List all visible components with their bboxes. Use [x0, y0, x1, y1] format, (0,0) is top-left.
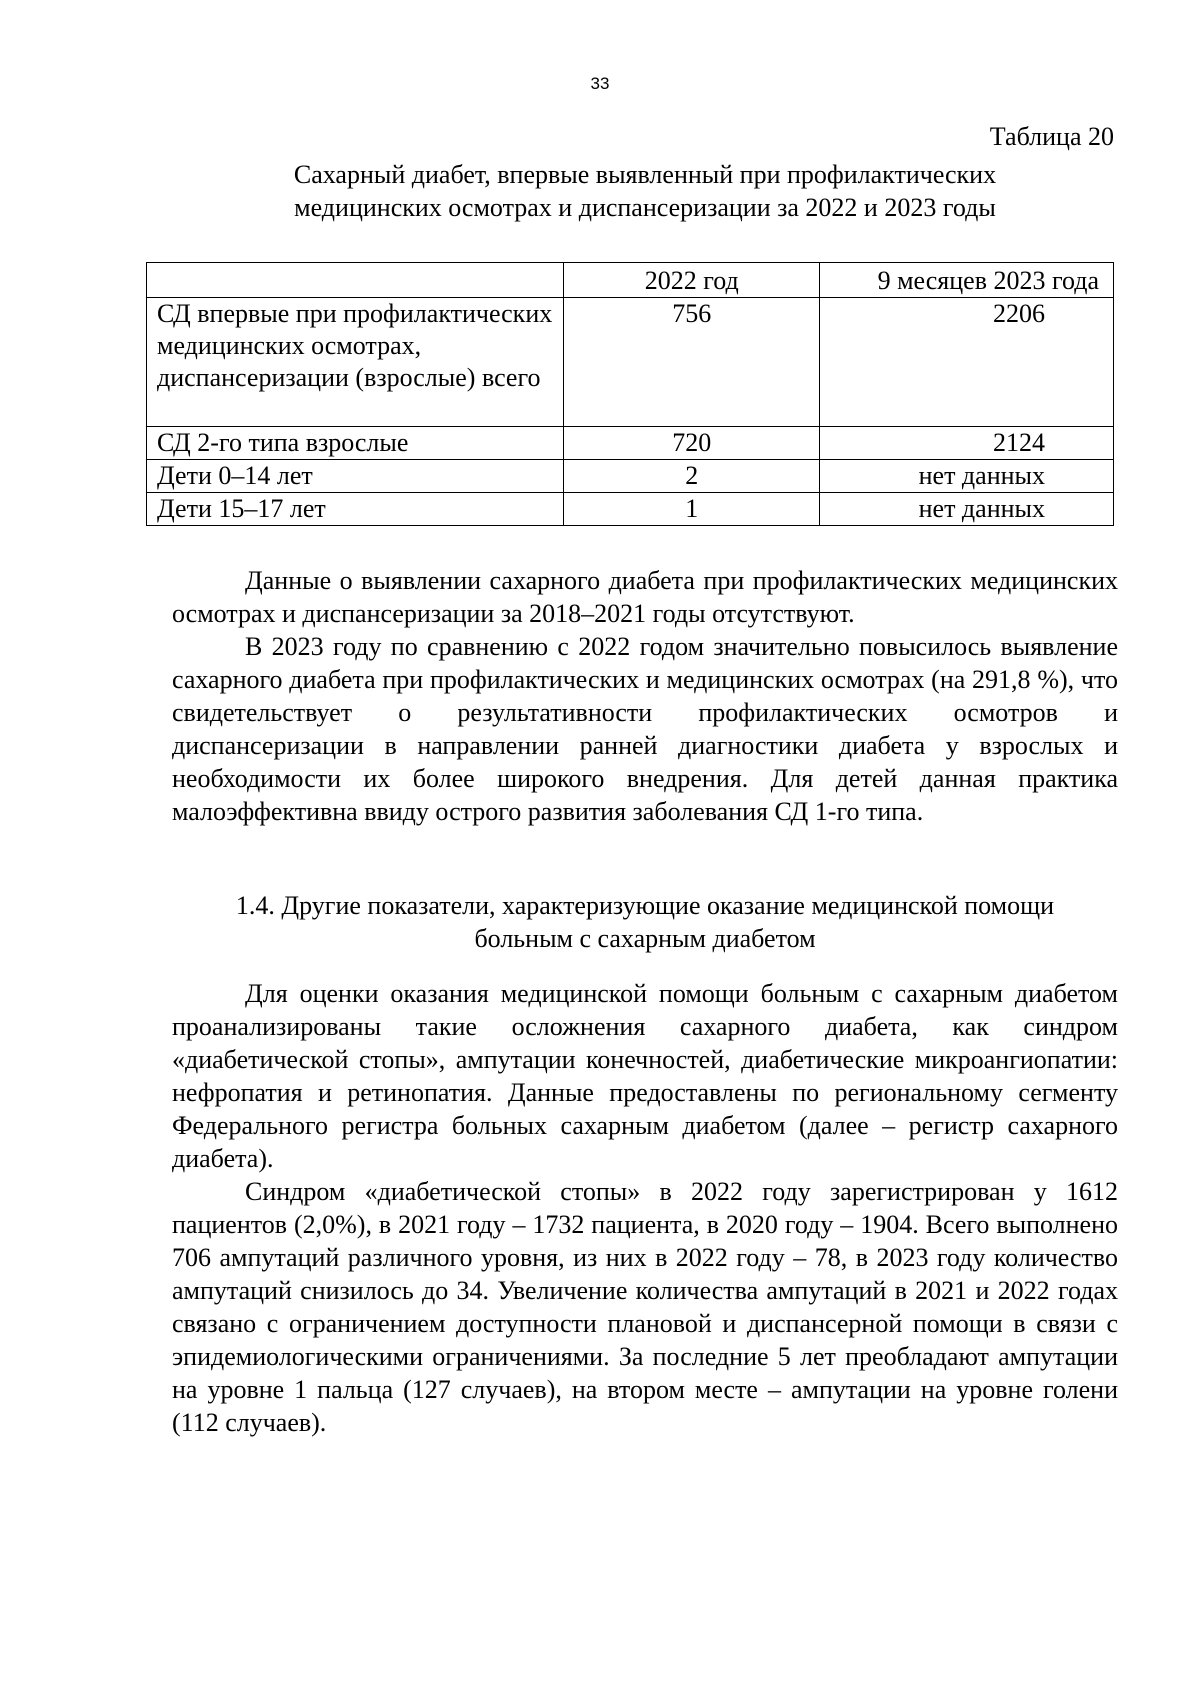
body-text-section-1: [172, 564, 1118, 828]
table-cell-value: 1: [564, 493, 820, 526]
table-cell-value: нет данных: [820, 460, 1114, 493]
table-cell-label: Дети 0–14 лет: [147, 460, 564, 493]
table-row: [147, 493, 1114, 526]
data-table: [146, 262, 1114, 526]
table-label: Таблица 20: [989, 122, 1114, 151]
table-cell-label: СД 2-го типа взрослые: [147, 427, 564, 460]
table-header-cell: [147, 263, 564, 298]
table-row: [147, 427, 1114, 460]
section-heading-line: больным с сахарным диабетом: [474, 924, 816, 953]
table-header-cell: 2022 год: [564, 263, 820, 298]
table-cell-value: нет данных: [820, 493, 1114, 526]
table-cell-value: 2124: [820, 427, 1114, 460]
paragraph: Для оценки оказания медицинской помощи больным с сахарным диабетом проанализированы такие осложнения сахарного диабета, как синдром «диабетической стопы», ампутации конечностей, диабетические микроангиопатии: нефропатия и ретинопатия. Данные предоставлены по региональному сегменту Федерального регистра больных сахарным диабетом (далее – регистр сахарного диабета).: [172, 979, 1118, 1173]
table-cell-label: СД впервые при профилактических медицинских осмотрах, диспансеризации (взрослые) всего: [147, 298, 564, 427]
table-header-row: [147, 263, 1114, 298]
table-title-line: Сахарный диабет, впервые выявленный при профилактических: [293, 160, 997, 189]
table-header-cell: 9 месяцев 2023 года: [820, 263, 1114, 298]
section-heading: [172, 889, 1118, 955]
table-cell-label: Дети 15–17 лет: [147, 493, 564, 526]
table-title-line: медицинских осмотрах и диспансеризации за 2022 и 2023 годы: [294, 193, 996, 222]
table-row: [147, 298, 1114, 427]
paragraph: Данные о выявлении сахарного диабета при профилактических медицинских осмотрах и диспансеризации за 2018–2021 годы отсутствуют.: [172, 566, 1118, 628]
section-heading-line: 1.4. Другие показатели, характеризующие оказание медицинской помощи: [235, 891, 1055, 920]
table-cell-value: 2: [564, 460, 820, 493]
paragraph: Синдром «диабетической стопы» в 2022 году зарегистрирован у 1612 пациентов (2,0%), в 2021 году – 1732 пациента, в 2020 году – 1904. Всего выполнено 706 ампутаций различного уровня, из них в 2022 году – 78, в 2023 году количество ампутаций снизилось до 34. Увеличение количества ампутаций в 2021 и 2022 годах связано с ограничением доступности плановой и диспансерной помощи в связи с эпидемиологическими ограничениями. За последние 5 лет преобладают ампутации на уровне 1 пальца (127 случаев), на втором месте – ампутации на уровне голени (112 случаев).: [172, 1177, 1118, 1437]
page-number: 33: [590, 74, 610, 93]
table-cell-value: 756: [564, 298, 820, 427]
body-text-section-2: [172, 977, 1118, 1439]
table-cell-value: 720: [564, 427, 820, 460]
table-row: [147, 460, 1114, 493]
table-title: [172, 158, 1118, 224]
table-cell-value: 2206: [820, 298, 1114, 427]
paragraph: В 2023 году по сравнению с 2022 годом значительно повысилось выявление сахарного диабета при профилактических и медицинских осмотрах (на 291,8 %), что свидетельствует о результативности профилактических осмотров и диспансеризации в направлении ранней диагностики диабета у взрослых и необходимости их более широкого внедрения. Для детей данная практика малоэффективна ввиду острого развития заболевания СД 1-го типа.: [172, 632, 1118, 826]
